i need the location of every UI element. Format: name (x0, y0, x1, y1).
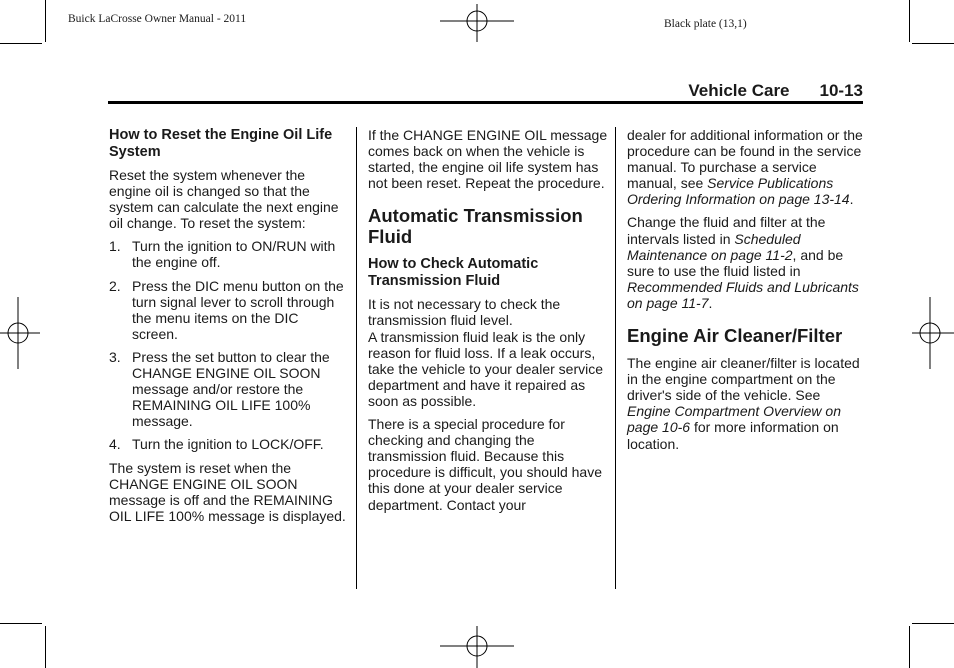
column-3 (627, 127, 867, 459)
plate-label: Black plate (13,1) (664, 18, 747, 30)
registration-mark-right (912, 297, 954, 369)
registration-mark-left (0, 297, 40, 369)
recommended-fluids-reference[interactable]: Recommended Fluids and Lubricants on page 11-7 (627, 278, 859, 311)
section-title: Vehicle Care (688, 81, 790, 100)
registration-mark-top (440, 4, 514, 42)
air-cleaner-paragraph: The engine air cleaner/filter is located in the engine compartment on the driver's side of the vehicle. See Engine Compartment Overview on page 10-6 for more information on location. (627, 355, 860, 452)
fluid-check-paragraph: It is not necessary to check the transmission fluid level. A transmission fluid leak is the only reason for fluid loss. If a leak occurs, take the vehicle to your dealer service department and have it repaired as soon as possible. (368, 296, 604, 409)
scheduled-maintenance-reference[interactable]: Scheduled Maintenance on page 11-2 (627, 230, 801, 263)
header-rule (108, 101, 863, 104)
list-item: 4. Turn the ignition to LOCK/OFF. (109, 436, 324, 453)
fluid-procedure-paragraph: There is a special procedure for checking and changing the transmission fluid. Because this procedure is difficult, you should have this done at your dealer service department. Contact your (368, 416, 602, 513)
column-divider (615, 127, 616, 589)
check-fluid-subheading: How to Check Automatic Transmission Fluid (368, 256, 539, 290)
list-item: 2. Press the DIC menu button on the turn signal lever to scroll through the menu items on the DIC screen. (109, 277, 344, 342)
air-cleaner-heading: Engine Air Cleaner/Filter (627, 325, 843, 347)
registration-mark-bottom (440, 626, 514, 668)
page-number: 10-13 (819, 81, 863, 100)
oil-reset-closing: The system is reset when the CHANGE ENGINE OIL SOON message is off and the REMAINING OIL LIFE 100% message is displayed. (109, 459, 346, 524)
dealer-info-paragraph: dealer for additional information or the procedure can be found in the service manual. To purchase a service manual, see Service Publications Ordering Information on page 13-14. (627, 127, 863, 208)
column-1 (109, 127, 347, 531)
manual-title: Buick LaCrosse Owner Manual - 2011 (68, 13, 247, 25)
oil-message-paragraph: If the CHANGE ENGINE OIL message comes back on when the vehicle is started, the engine oil life system has not been reset. Repeat the procedure. (368, 127, 608, 192)
list-item: 3. Press the set button to clear the CHANGE ENGINE OIL SOON message and/or restore the REMAINING OIL LIFE 100% message. (109, 348, 330, 430)
publications-reference[interactable]: Service Publications Ordering Information on page 13-14 (627, 175, 850, 208)
oil-reset-heading: How to Reset the Engine Oil Life System (109, 127, 333, 160)
column-2 (368, 127, 608, 520)
engine-compartment-reference[interactable]: Engine Compartment Overview on page 10-6 (627, 403, 841, 436)
running-header (688, 81, 863, 101)
transmission-fluid-heading: Automatic Transmission Fluid (368, 205, 583, 248)
column-divider (356, 127, 357, 589)
oil-reset-steps (109, 238, 347, 452)
oil-reset-intro: Reset the system whenever the engine oil is changed so that the system can calculate the next engine oil change. To reset the system: (109, 167, 339, 232)
fluid-change-paragraph: Change the fluid and filter at the intervals listed in Scheduled Maintenance on page 11-2, and be sure to use the fluid listed in Recommended Fluids and Lubricants on page 11-7. (627, 214, 859, 311)
list-item: 1. Turn the ignition to ON/RUN with the engine off. (109, 238, 336, 271)
